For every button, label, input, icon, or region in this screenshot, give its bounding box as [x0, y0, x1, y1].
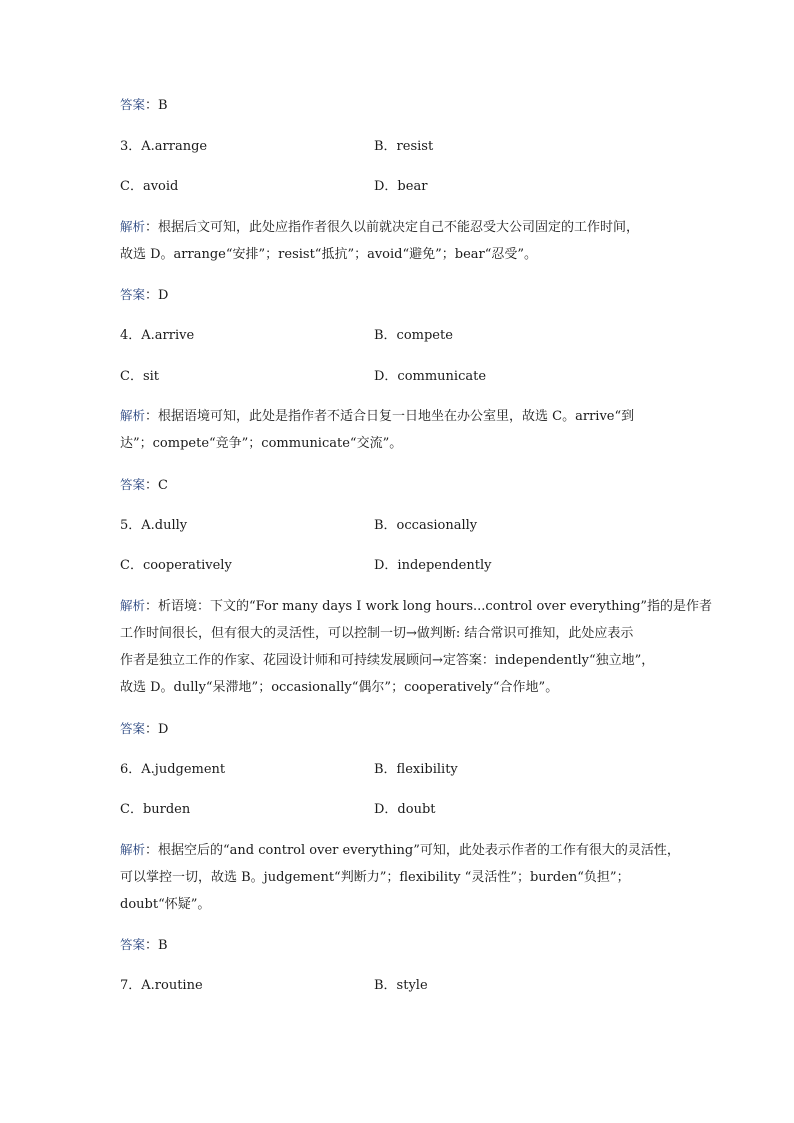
analysis-line: 作者是独立工作的作家、花园设计师和可持续发展顾问→定答案：independently“独立地”，	[120, 653, 655, 668]
option-a: 6．A.judgement	[120, 762, 226, 777]
analysis-line: 解析：析语境：下文的“For many days I work long hours...control over everything”指的是作者	[120, 598, 713, 614]
analysis-line: 故选 D。dully“呆滞地”；occasionally“偶尔”；cooperatively“合作地”。	[120, 680, 559, 695]
option-b: B．flexibility	[374, 762, 458, 777]
option-d: D．doubt	[374, 802, 436, 817]
analysis-line: 故选 D。arrange“安排”；resist“抵抗”；avoid“避免”；bear“忍受”。	[120, 247, 538, 262]
answer-line: 答案：C	[120, 477, 168, 493]
answer-line: 答案：B	[120, 937, 168, 953]
answer-label: 答案	[120, 97, 146, 112]
analysis-line: 解析：根据空后的“and control over everything”可知，此处表示作者的工作有很大的灵活性，	[120, 842, 680, 858]
answer-value: B	[158, 98, 168, 113]
option-b: B．compete	[374, 328, 453, 343]
analysis-paragraph	[120, 402, 680, 457]
answer-line: 答案：D	[120, 721, 169, 737]
analysis-line: 解析：根据语境可知，此处是指作者不适合日复一日地坐在办公室里，故选 C。arrive“到	[120, 408, 635, 424]
option-c: C．sit	[120, 369, 160, 384]
option-b: B．occasionally	[374, 518, 478, 533]
option-c: C．avoid	[120, 179, 179, 194]
analysis-line: 达”；compete“竞争”；communicate“交流”。	[120, 436, 403, 451]
analysis-paragraph	[120, 836, 680, 918]
analysis-line: 可以掌控一切，故选 B。judgement“判断力”；flexibility “灵活性”；burden“负担”；	[120, 870, 630, 885]
analysis-line: 解析：根据后文可知，此处应指作者很久以前就决定自己不能忍受大公司固定的工作时间，	[120, 219, 640, 235]
answer-value: D	[158, 288, 169, 303]
answer-line: 答案：D	[120, 287, 169, 303]
analysis-paragraph	[120, 213, 680, 268]
option-d: D．independently	[374, 558, 492, 573]
option-a: 7．A.routine	[120, 978, 203, 993]
option-b: B．resist	[374, 139, 434, 154]
analysis-line: doubt“怀疑”。	[120, 897, 211, 912]
option-c: C．cooperatively	[120, 558, 232, 573]
option-a: 4．A.arrive	[120, 328, 195, 343]
answer-value: C	[158, 478, 168, 493]
answer-value: B	[158, 938, 168, 953]
answer-value: D	[158, 722, 169, 737]
analysis-paragraph	[120, 592, 713, 701]
option-a: 5．A.dully	[120, 518, 188, 533]
answer-line: 答案：B	[120, 97, 168, 113]
option-c: C．burden	[120, 802, 191, 817]
option-d: D．communicate	[374, 369, 487, 384]
option-a: 3．A.arrange	[120, 139, 208, 154]
option-d: D．bear	[374, 179, 428, 194]
option-b: B．style	[374, 978, 428, 993]
analysis-line: 工作时间很长，但有很大的灵活性，可以控制一切→做判断: 结合常识可推知，此处应表示	[120, 626, 634, 641]
